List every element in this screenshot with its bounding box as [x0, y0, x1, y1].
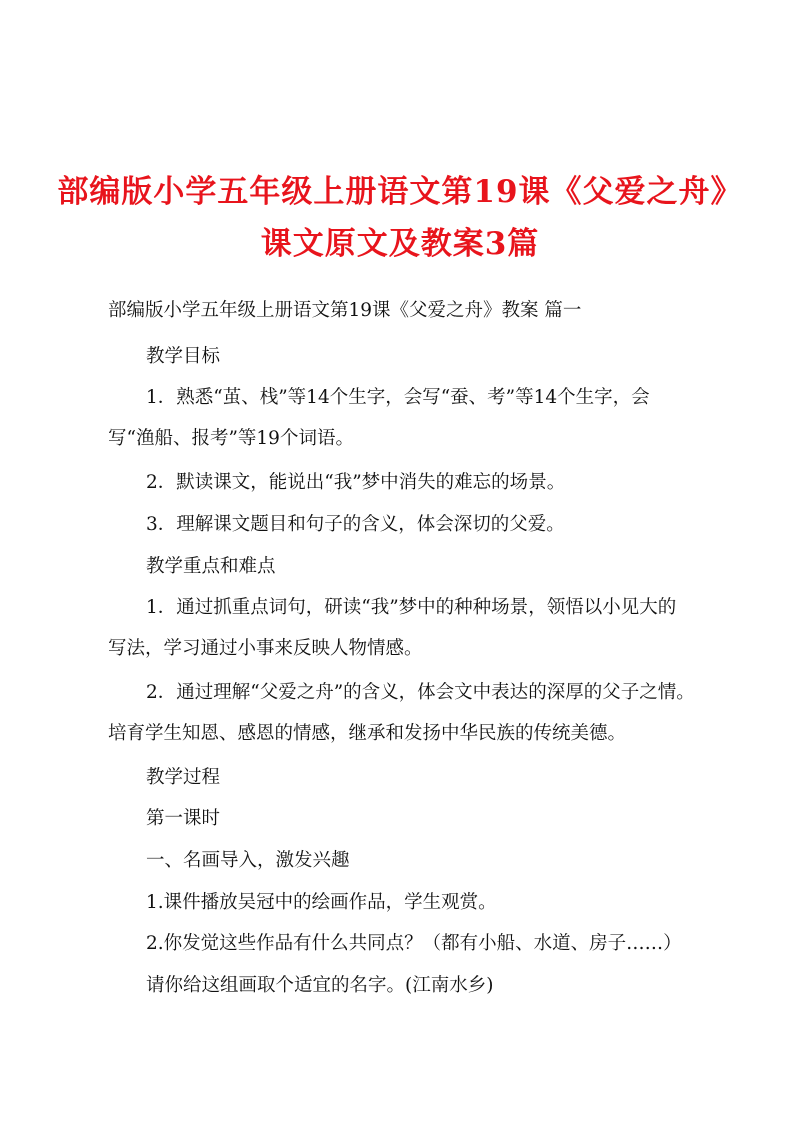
paragraph-continuation: 写法，学习通过小事来反映人物情感。 [108, 638, 423, 659]
heading-key-points: 教学重点和难点 [146, 556, 276, 577]
document-title-line-2: 课文原文及教案3篇 [260, 226, 540, 262]
paragraph: 1．通过抓重点词句，研读“我”梦中的种种场景，领悟以小见大的 [146, 597, 677, 618]
paragraph: 2．默读课文，能说出“我”梦中消失的难忘的场景。 [146, 472, 566, 493]
heading-first-lesson: 第一课时 [146, 808, 221, 829]
paragraph-continuation: 培育学生知恩、感恩的情感，继承和发扬中华民族的传统美德。 [108, 723, 627, 744]
paragraph: 请你给这组画取个适宜的名字。(江南水乡) [146, 975, 494, 996]
paragraph: 3．理解课文题目和句子的含义，体会深切的父爱。 [146, 514, 565, 535]
paragraph: 1．熟悉“茧、栈”等14个生字，会写“蚕、考”等14个生字，会 [146, 387, 650, 408]
paragraph: 2.你发觉这些作品有什么共同点？（都有小船、水道、房子……） [146, 933, 682, 954]
section-heading: 部编版小学五年级上册语文第19课《父爱之舟》教案 篇一 [108, 300, 582, 321]
document-title-line-1: 部编版小学五年级上册语文第19课《父爱之舟》 [57, 174, 743, 210]
paragraph: 1.课件播放吴冠中的绘画作品，学生观赏。 [146, 892, 497, 913]
paragraph-continuation: 写“渔船、报考”等19个词语。 [108, 428, 354, 449]
paragraph: 2．通过理解“父爱之舟”的含义，体会文中表达的深厚的父子之情。 [146, 682, 695, 703]
heading-teaching-goals: 教学目标 [146, 346, 221, 367]
heading-section-one: 一、名画导入，激发兴趣 [146, 850, 350, 871]
heading-teaching-process: 教学过程 [146, 767, 221, 788]
